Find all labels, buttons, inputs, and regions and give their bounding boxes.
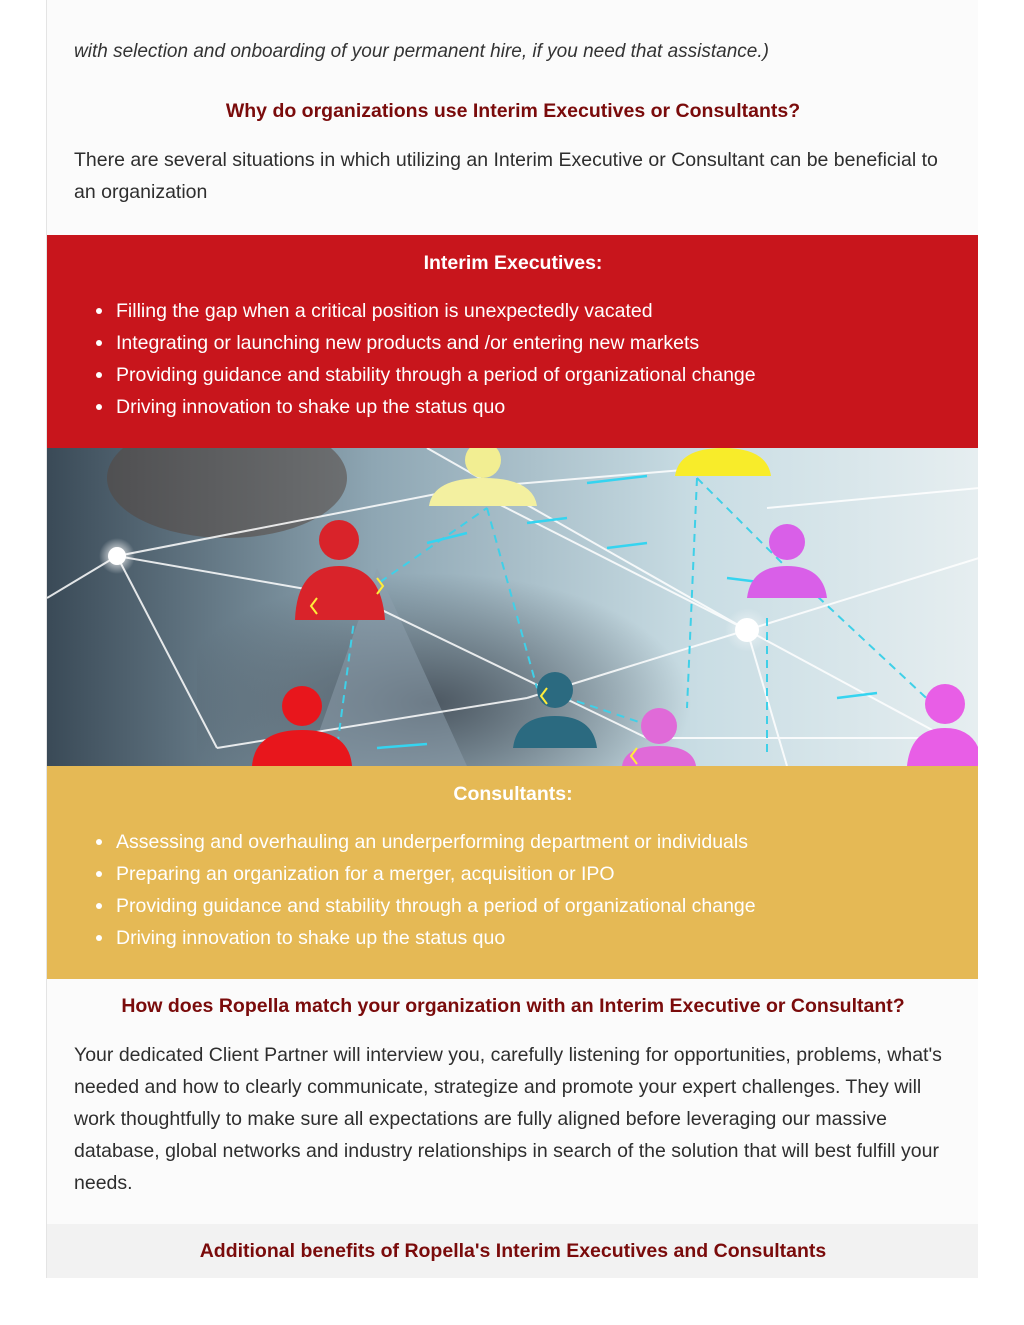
why-paragraph: There are several situations in which utilizing an Interim Executive or Consultant can be beneficial to an organization bbox=[74, 149, 938, 203]
list-item: Integrating or launching new products and /or entering new markets bbox=[116, 327, 756, 359]
benefits-heading: Additional benefits of Ropella's Interim Executives and Consultants bbox=[199, 1240, 827, 1262]
interim-executives-title: Interim Executives: bbox=[423, 252, 603, 274]
consultants-title: Consultants: bbox=[453, 783, 573, 805]
list-item: Preparing an organization for a merger, acquisition or IPO bbox=[116, 858, 756, 890]
interim-executives-list bbox=[116, 295, 756, 423]
intro-italic-line: with selection and onboarding of your permanent hire, if you need that assistance.) bbox=[74, 41, 769, 62]
list-item: Driving innovation to shake up the status quo bbox=[116, 922, 756, 954]
why-heading: Why do organizations use Interim Executives or Consultants? bbox=[225, 100, 801, 122]
list-item: Assessing and overhauling an underperforming department or individuals bbox=[116, 826, 756, 858]
benefits-band bbox=[47, 1224, 978, 1278]
interim-executives-section bbox=[47, 235, 978, 448]
list-item: Driving innovation to shake up the status quo bbox=[116, 391, 756, 423]
list-item: Providing guidance and stability through a period of organizational change bbox=[116, 890, 756, 922]
list-item: Providing guidance and stability through a period of organizational change bbox=[116, 359, 756, 391]
match-paragraph: Your dedicated Client Partner will interview you, carefully listening for opportunities, problems, what's needed and how to clearly communicate, strategize and promote your expert challenges. They will work thoughtfully to make sure all expectations are fully aligned before leveraging our massive database, global networks and industry relationships in search of the solution that will best fulfill your needs. bbox=[74, 1044, 942, 1194]
match-heading: How does Ropella match your organization with an Interim Executive or Consultant? bbox=[121, 995, 905, 1017]
consultants-section bbox=[47, 766, 978, 979]
consultants-list bbox=[116, 826, 756, 954]
document-page bbox=[46, 0, 978, 1278]
network-people-image bbox=[47, 448, 978, 766]
list-item: Filling the gap when a critical position is unexpectedly vacated bbox=[116, 295, 756, 327]
